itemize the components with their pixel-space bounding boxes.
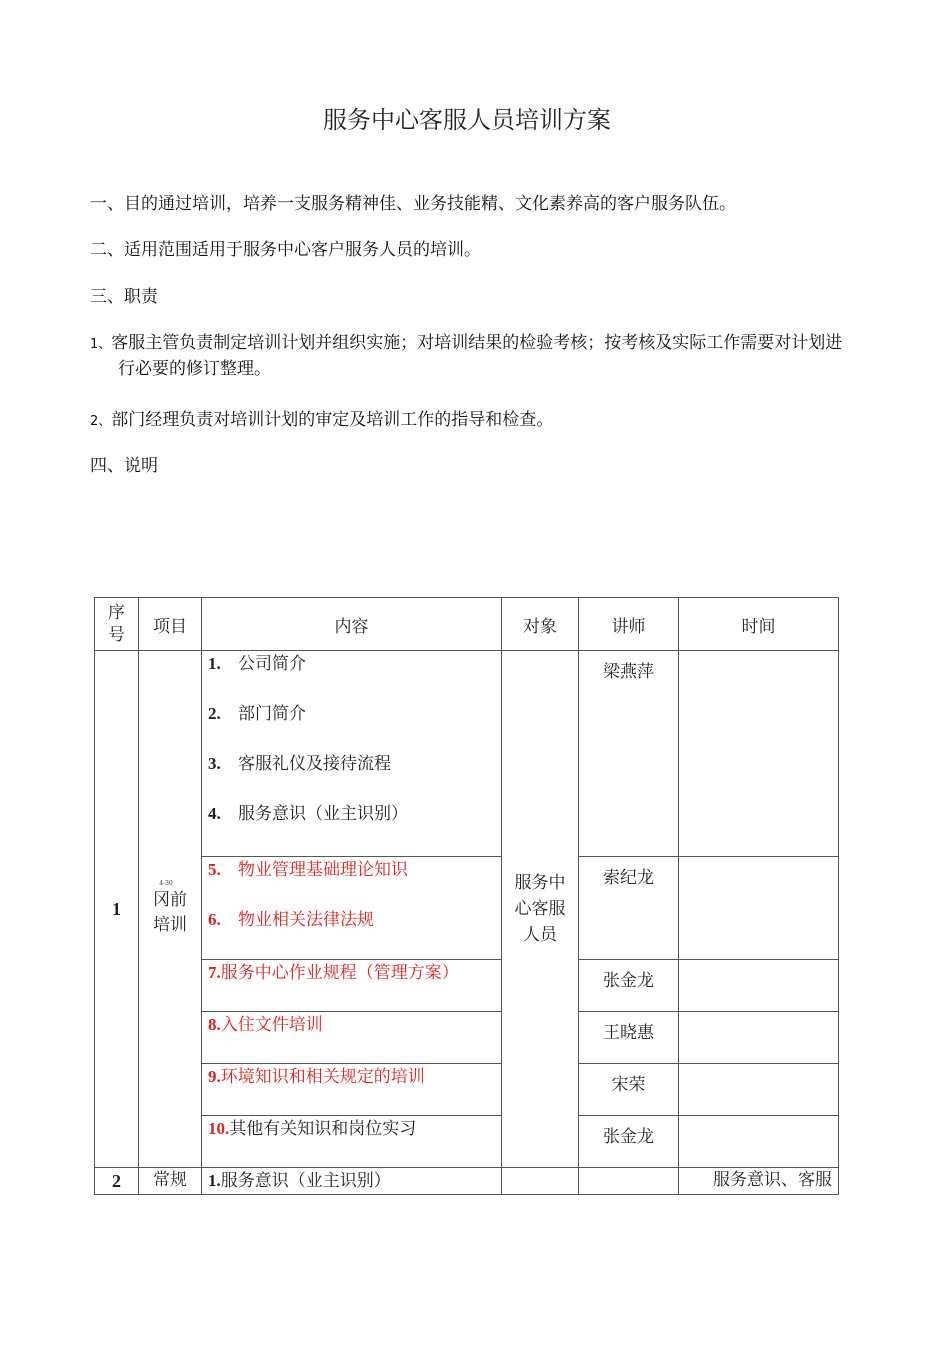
list-item: 3. 客服礼仪及接待流程	[208, 754, 391, 774]
section-notes-heading: 四、说明	[90, 456, 158, 476]
training-plan-table	[94, 597, 839, 1195]
table-row	[95, 857, 839, 960]
header-time: 时间	[679, 598, 839, 651]
header-content: 内容	[202, 598, 502, 651]
row1-time-6	[679, 1116, 839, 1168]
row1-content-group1	[202, 651, 502, 857]
row1-lecturer-6: 张金龙	[579, 1116, 679, 1168]
duty-item-1	[90, 331, 850, 382]
row2-target	[502, 1168, 579, 1195]
document-title: 服务中心客服人员培训方案	[323, 106, 611, 134]
row2-lecturer	[579, 1168, 679, 1195]
row1-content-item9	[202, 1064, 502, 1116]
table-row	[95, 1168, 839, 1195]
section-duties-heading: 三、职责	[90, 287, 158, 307]
table-row	[95, 651, 839, 857]
table-row	[95, 960, 839, 1012]
table-row	[95, 1012, 839, 1064]
row2-content	[202, 1168, 502, 1195]
row1-content-item10	[202, 1116, 502, 1168]
section-scope: 二、适用范围适用于服务中心客户服务人员的培训。	[90, 240, 481, 260]
duty-item-1-text: 客服主管负责制定培训计划并组织实施；对培训结果的检验考核；按考核及实际工作需要对计划进行必要的修订整理。	[111, 333, 843, 379]
duty-item-2	[90, 408, 553, 434]
row1-project-note: 4-30	[159, 880, 173, 887]
header-seq: 序号	[95, 598, 139, 651]
row1-content-item7	[202, 960, 502, 1012]
table-row	[95, 1064, 839, 1116]
header-project: 项目	[139, 598, 202, 651]
list-item: 2. 部门简介	[208, 704, 306, 724]
list-item: 8.入住文件培训	[208, 1015, 323, 1035]
row1-content-group2	[202, 857, 502, 960]
duty-item-1-number: 1、	[90, 337, 112, 352]
row2-project: 常规	[139, 1168, 202, 1195]
header-lecturer: 讲师	[579, 598, 679, 651]
row2-time: 服务意识、客服	[679, 1168, 839, 1195]
row1-project	[139, 651, 202, 1168]
row1-time-2	[679, 857, 839, 960]
duty-item-2-number: 2、	[90, 414, 112, 429]
row1-time-5	[679, 1064, 839, 1116]
header-target: 对象	[502, 598, 579, 651]
row1-lecturer-4: 王晓惠	[579, 1012, 679, 1064]
duty-item-2-text: 部门经理负责对培训计划的审定及培训工作的指导和检查。	[111, 410, 554, 430]
row1-content-item8	[202, 1012, 502, 1064]
list-item: 10.其他有关知识和岗位实习	[208, 1119, 417, 1139]
row1-lecturer-2: 索纪龙	[579, 857, 679, 960]
row1-lecturer-3: 张金龙	[579, 960, 679, 1012]
row1-lecturer-1: 梁燕萍	[579, 651, 679, 857]
list-item: 6. 物业相关法律法规	[208, 910, 374, 930]
row1-seq: 1	[95, 651, 139, 1168]
row1-time-3	[679, 960, 839, 1012]
row2-seq: 2	[95, 1168, 139, 1195]
list-item: 1.服务意识（业主识别）	[208, 1171, 391, 1191]
row1-lecturer-5: 宋荣	[579, 1064, 679, 1116]
row1-target: 服务中心客服人员	[502, 651, 579, 1168]
list-item: 1. 公司简介	[208, 654, 306, 674]
list-item: 9.环境知识和相关规定的培训	[208, 1067, 425, 1087]
row1-time-1	[679, 651, 839, 857]
list-item: 4. 服务意识（业主识别）	[208, 804, 408, 824]
row1-time-4	[679, 1012, 839, 1064]
row1-project-label: 冈前培训	[153, 890, 187, 935]
list-item: 5. 物业管理基础理论知识	[208, 860, 408, 880]
section-purpose: 一、目的通过培训，培养一支服务精神佳、业务技能精、文化素养高的客户服务队伍。	[90, 194, 736, 214]
table-header-row	[95, 598, 839, 651]
table-row	[95, 1116, 839, 1168]
list-item: 7.服务中心作业规程（管理方案）	[208, 963, 459, 983]
